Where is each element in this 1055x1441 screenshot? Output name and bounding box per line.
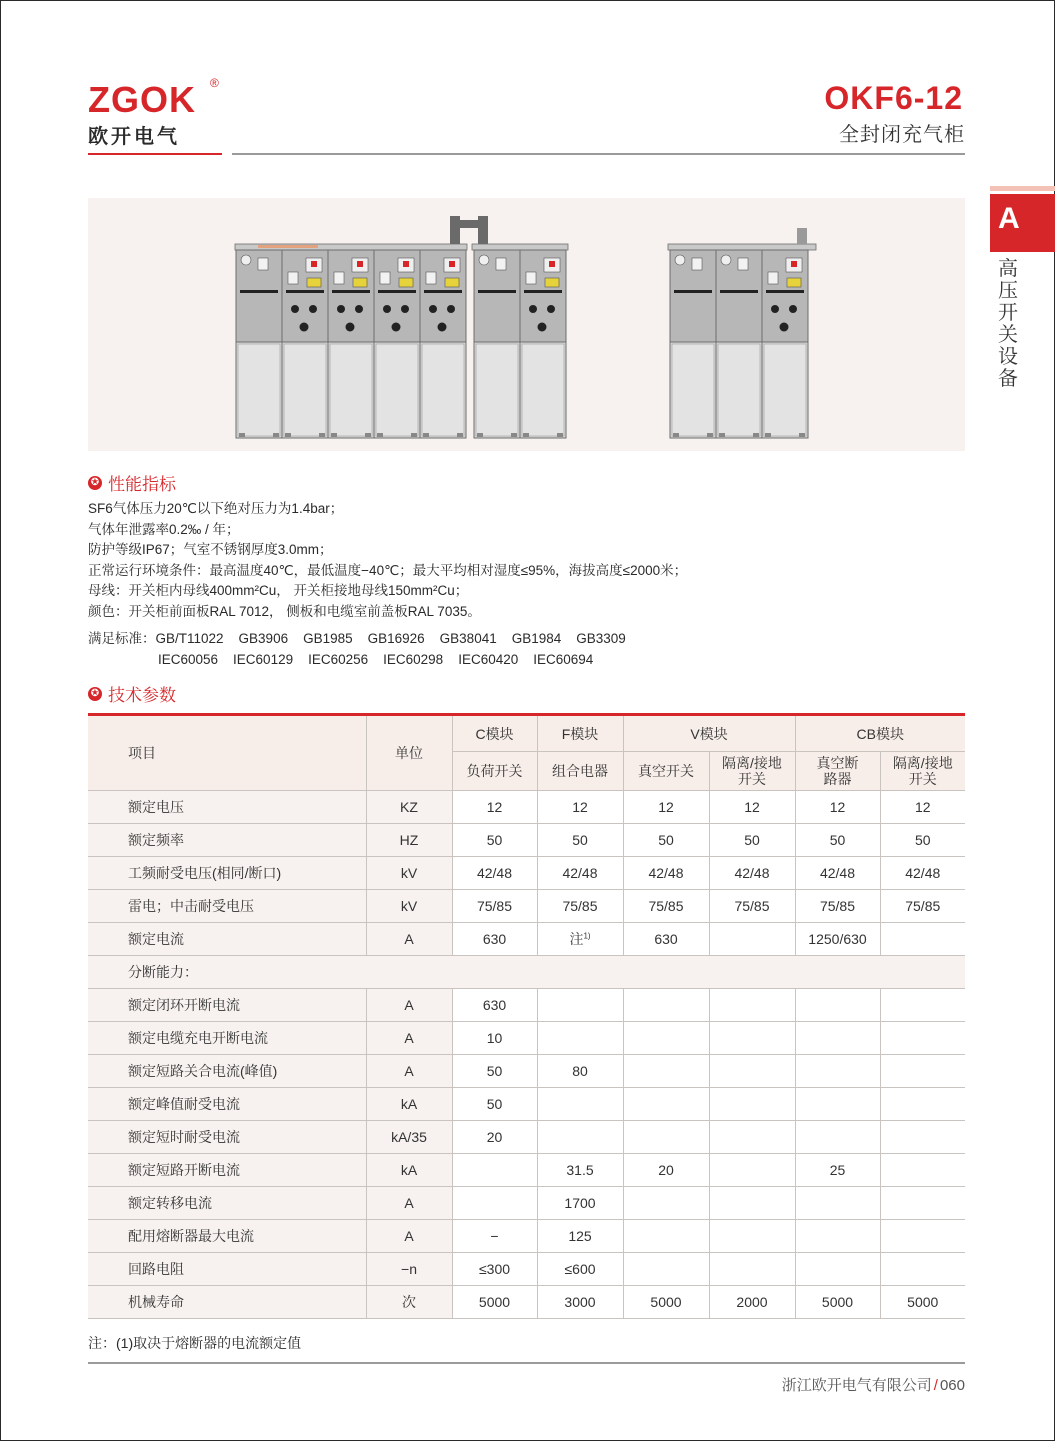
- table-row: [88, 1154, 965, 1187]
- cell-name: 额定电缆充电开断电流: [88, 1022, 366, 1055]
- cell-v1: [623, 1220, 709, 1253]
- cell-f: 80: [537, 1055, 623, 1088]
- table-row: [88, 1253, 965, 1286]
- cell-v2: [709, 1220, 795, 1253]
- cell-v1: 12: [623, 791, 709, 824]
- cell-unit: KZ: [366, 791, 452, 824]
- table-row: [88, 1088, 965, 1121]
- brand-logo: [88, 76, 219, 149]
- cell-cb1: 25: [795, 1154, 880, 1187]
- performance-line: SF6气体压力20℃以下绝对压力为1.4bar；: [88, 501, 344, 516]
- cell-f: [537, 1121, 623, 1154]
- cell-v2: 50: [709, 824, 795, 857]
- cell-f: 12: [537, 791, 623, 824]
- cell-v2: [709, 1055, 795, 1088]
- sub-f: 组合电器: [537, 752, 623, 791]
- performance-title: 性能指标: [108, 475, 176, 494]
- cell-cb2: 12: [880, 791, 965, 824]
- side-tab-label: 高压开关设备: [998, 258, 1018, 390]
- cell-v2: [709, 1187, 795, 1220]
- cell-unit: kV: [366, 857, 452, 890]
- table-row: [88, 1286, 965, 1319]
- footer-rule: [88, 1362, 965, 1364]
- table-row: [88, 824, 965, 857]
- cell-cb2: 42/48: [880, 857, 965, 890]
- cell-cb2: [880, 1253, 965, 1286]
- table-row: [88, 1055, 965, 1088]
- logo-text: ZGOK: [88, 79, 196, 120]
- cell-v2: [709, 1121, 795, 1154]
- cell-name: 额定频率: [88, 824, 366, 857]
- cell-c: 42/48: [452, 857, 537, 890]
- cell-cb2: 5000: [880, 1286, 965, 1319]
- table-body-main: [88, 791, 965, 956]
- cell-name: 额定短路关合电流(峰值): [88, 1055, 366, 1088]
- cell-name: 额定电流: [88, 923, 366, 956]
- cell-cb2: [880, 1154, 965, 1187]
- cell-cb1: [795, 1253, 880, 1286]
- performance-list: [88, 499, 687, 622]
- cell-v2: [709, 1022, 795, 1055]
- cell-f: 3000: [537, 1286, 623, 1319]
- cell-cb1: 42/48: [795, 857, 880, 890]
- cell-c: 50: [452, 824, 537, 857]
- cell-name: 额定短时耐受电流: [88, 1121, 366, 1154]
- cell-unit: 次: [366, 1286, 452, 1319]
- cell-unit: kV: [366, 890, 452, 923]
- cell-cb1: [795, 989, 880, 1022]
- cell-name: 额定峰值耐受电流: [88, 1088, 366, 1121]
- cell-unit: kA/35: [366, 1121, 452, 1154]
- cell-v1: [623, 1022, 709, 1055]
- performance-line: 防护等级IP67；气室不锈钢厚度3.0mm；: [88, 542, 333, 557]
- sub-cb2: 隔离/接地开关: [880, 752, 965, 791]
- cell-cb1: 5000: [795, 1286, 880, 1319]
- cell-v1: [623, 1253, 709, 1286]
- header-c-module: C模块: [452, 715, 537, 752]
- cell-c: [452, 1187, 537, 1220]
- standards-block: [88, 628, 626, 670]
- section-row: [88, 956, 965, 989]
- cell-f: [537, 1088, 623, 1121]
- cell-unit: kA: [366, 1088, 452, 1121]
- star-icon: ✪: [88, 476, 102, 490]
- table-row: [88, 989, 965, 1022]
- cell-unit: A: [366, 1187, 452, 1220]
- cell-f: [537, 989, 623, 1022]
- cell-c: 630: [452, 989, 537, 1022]
- cell-v2: [709, 1154, 795, 1187]
- table-header-row: [88, 715, 965, 752]
- cell-c: 75/85: [452, 890, 537, 923]
- cell-name: 机械寿命: [88, 1286, 366, 1319]
- cell-v2: 2000: [709, 1286, 795, 1319]
- cell-cb1: [795, 1220, 880, 1253]
- switchgear-illustration: [88, 198, 965, 451]
- cell-cb1: [795, 1022, 880, 1055]
- cell-cb1: 50: [795, 824, 880, 857]
- side-tab-letter: A: [990, 194, 1055, 252]
- performance-line: 母线：开关柜内母线400mm²Cu， 开关柜接地母线150mm²Cu；: [88, 583, 469, 598]
- footnote: 注：(1)取决于熔断器的电流额定值: [88, 1335, 302, 1351]
- cell-f: 50: [537, 824, 623, 857]
- cell-unit: A: [366, 1220, 452, 1253]
- cell-cb1: [795, 1187, 880, 1220]
- footer-separator: /: [933, 1377, 938, 1394]
- standards-line-2: IEC60056 IEC60129 IEC60256 IEC60298 IEC60420 IEC60694: [158, 652, 594, 667]
- cell-cb2: [880, 1055, 965, 1088]
- cell-f: [537, 1022, 623, 1055]
- header-rule-accent: [88, 153, 222, 155]
- performance-heading: [88, 470, 176, 495]
- product-name: 全封闭充气柜: [839, 124, 965, 146]
- tech-title: 技术参数: [108, 686, 176, 705]
- cell-c: 50: [452, 1088, 537, 1121]
- cell-unit: A: [366, 989, 452, 1022]
- cell-f: 31.5: [537, 1154, 623, 1187]
- cell-c: −: [452, 1220, 537, 1253]
- cell-c: 20: [452, 1121, 537, 1154]
- cell-cb1: 1250/630: [795, 923, 880, 956]
- product-image-panel: [88, 198, 965, 451]
- standards-line-1: GB/T11022 GB3906 GB1985 GB16926 GB38041 GB1984 GB3309: [155, 631, 626, 646]
- cell-v1: 42/48: [623, 857, 709, 890]
- cell-c: 630: [452, 923, 537, 956]
- cell-name: 回路电阻: [88, 1253, 366, 1286]
- cell-v1: [623, 989, 709, 1022]
- cell-name: 雷电；中击耐受电压: [88, 890, 366, 923]
- cell-f: 125: [537, 1220, 623, 1253]
- cell-c: 50: [452, 1055, 537, 1088]
- cell-v2: [709, 1253, 795, 1286]
- cell-name: 额定短路开断电流: [88, 1154, 366, 1187]
- cell-c: [452, 1154, 537, 1187]
- registered-mark: ®: [210, 76, 219, 90]
- brand-name-cn: 欧开电气: [88, 126, 180, 148]
- side-tab-stripe: [990, 186, 1055, 191]
- cell-f: ≤600: [537, 1253, 623, 1286]
- cell-name: 额定转移电流: [88, 1187, 366, 1220]
- cell-name: 额定电压: [88, 791, 366, 824]
- cell-cb2: [880, 1022, 965, 1055]
- cell-unit: A: [366, 923, 452, 956]
- cell-f-text: 注: [569, 931, 584, 947]
- cell-f: 75/85: [537, 890, 623, 923]
- performance-line: 正常运行环境条件：最高温度40℃，最低温度−40℃；最大平均相对湿度≤95%，海拔高度≤2000米；: [88, 562, 688, 578]
- cell-v1: 630: [623, 923, 709, 956]
- cell-f: 42/48: [537, 857, 623, 890]
- cell-unit: −n: [366, 1253, 452, 1286]
- cell-v1: [623, 1187, 709, 1220]
- product-model: OKF6-12: [824, 80, 963, 116]
- cell-name: 配用熔断器最大电流: [88, 1220, 366, 1253]
- cell-v1: [623, 1121, 709, 1154]
- table-row: [88, 1187, 965, 1220]
- header-rule: [232, 153, 965, 155]
- cell-cb2: [880, 989, 965, 1022]
- cell-c: 5000: [452, 1286, 537, 1319]
- header-item: 项目: [88, 715, 366, 791]
- spec-table: [88, 713, 965, 1319]
- cell-unit: A: [366, 1022, 452, 1055]
- cell-name: 额定闭环开断电流: [88, 989, 366, 1022]
- header-cb-module: CB模块: [795, 715, 965, 752]
- cell-unit: HZ: [366, 824, 452, 857]
- cell-v1: [623, 1055, 709, 1088]
- cell-v2: [709, 923, 795, 956]
- cell-cb2: [880, 1187, 965, 1220]
- table-row: [88, 890, 965, 923]
- cell-v1: 50: [623, 824, 709, 857]
- table-body-breaking: [88, 989, 965, 1319]
- cell-v1: 5000: [623, 1286, 709, 1319]
- cell-f: 1700: [537, 1187, 623, 1220]
- table-row: [88, 791, 965, 824]
- cell-v2: 75/85: [709, 890, 795, 923]
- cell-c: 12: [452, 791, 537, 824]
- section-label: 分断能力：: [88, 956, 965, 989]
- footer: [782, 1374, 965, 1395]
- header-v-module: V模块: [623, 715, 795, 752]
- cell-cb2: [880, 1121, 965, 1154]
- cell-v2: 42/48: [709, 857, 795, 890]
- cell-c: ≤300: [452, 1253, 537, 1286]
- star-icon: ✪: [88, 687, 102, 701]
- cell-cb2: [880, 1088, 965, 1121]
- sub-c: 负荷开关: [452, 752, 537, 791]
- cell-f: [537, 923, 623, 956]
- performance-line: 颜色：开关柜前面板RAL 7012， 侧板和电缆室前盖板RAL 7035。: [88, 603, 481, 619]
- table-row: [88, 923, 965, 956]
- table-row: [88, 1220, 965, 1253]
- cell-cb1: [795, 1055, 880, 1088]
- header-unit: 单位: [366, 715, 452, 791]
- table-row: [88, 1022, 965, 1055]
- standards-label: 满足标准：: [88, 631, 156, 646]
- cell-cb2: 50: [880, 824, 965, 857]
- performance-line: 气体年泄露率0.2‰ / 年；: [88, 521, 240, 537]
- footer-company: 浙江欧开电气有限公司: [781, 1377, 932, 1394]
- tech-heading: [88, 681, 176, 706]
- footer-page-number: 060: [939, 1377, 965, 1394]
- cell-c: 10: [452, 1022, 537, 1055]
- cell-v1: [623, 1088, 709, 1121]
- cell-cb1: 12: [795, 791, 880, 824]
- cell-v2: 12: [709, 791, 795, 824]
- cell-v2: [709, 1088, 795, 1121]
- cell-cb2: 75/85: [880, 890, 965, 923]
- sub-v1: 真空开关: [623, 752, 709, 791]
- table-row: [88, 1121, 965, 1154]
- cell-unit: kA: [366, 1154, 452, 1187]
- cell-v2: [709, 989, 795, 1022]
- cell-cb2: [880, 1220, 965, 1253]
- footnote-ref: 1): [583, 931, 591, 941]
- cell-cb1: 75/85: [795, 890, 880, 923]
- header-f-module: F模块: [537, 715, 623, 752]
- sub-v2: 隔离/接地开关: [709, 752, 795, 791]
- cell-name: 工频耐受电压(相同/断口): [88, 857, 366, 890]
- cell-v1: 20: [623, 1154, 709, 1187]
- sub-cb1: 真空断路器: [795, 752, 880, 791]
- cell-cb1: [795, 1121, 880, 1154]
- cell-cb2: [880, 923, 965, 956]
- table-row: [88, 857, 965, 890]
- cell-unit: A: [366, 1055, 452, 1088]
- cell-cb1: [795, 1088, 880, 1121]
- cell-v1: 75/85: [623, 890, 709, 923]
